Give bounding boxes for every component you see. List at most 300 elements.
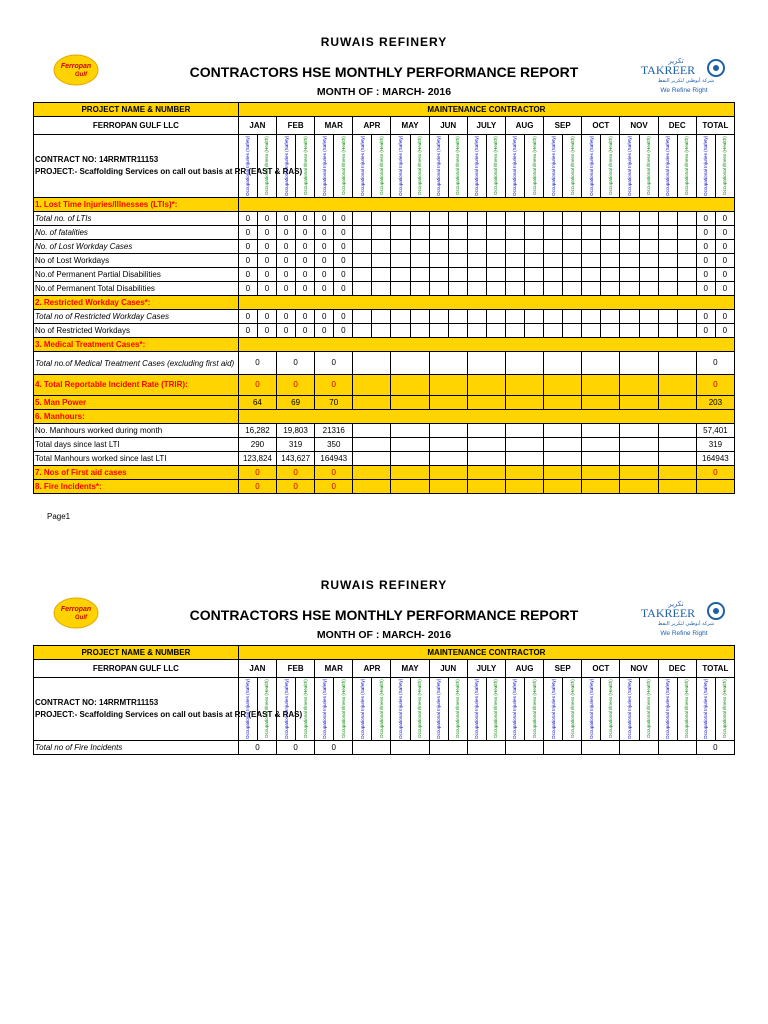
cell-value xyxy=(448,282,467,296)
cell-value: 0 xyxy=(277,324,296,338)
subheader-health: Occupational Illness (Health) xyxy=(677,678,696,741)
cell-value: 0 xyxy=(277,375,315,396)
svg-text:TAKREER: TAKREER xyxy=(640,606,696,620)
month-header: NOV xyxy=(620,660,658,678)
cell-value xyxy=(429,226,448,240)
cell-value xyxy=(544,452,582,466)
total-value: 164943 xyxy=(696,452,734,466)
cell-value xyxy=(429,268,448,282)
row-label: 3. Medical Treatment Cases*: xyxy=(34,338,239,352)
subheader-health: Occupational Illness (Health) xyxy=(448,135,467,198)
cell-value: 0 xyxy=(296,254,315,268)
cell-value xyxy=(486,268,505,282)
cell-value xyxy=(467,324,486,338)
table-row xyxy=(34,240,735,254)
table-row xyxy=(34,338,735,352)
month-header: AUG xyxy=(505,660,543,678)
cell-value xyxy=(563,212,582,226)
subheader-health: Occupational Illness (Health) xyxy=(601,678,620,741)
total-safety: 0 xyxy=(696,254,715,268)
row-label: Total no.of Medical Treatment Cases (excluding first aid) xyxy=(34,352,239,375)
month-header: FEB xyxy=(277,117,315,135)
cell-value xyxy=(467,310,486,324)
cell-value xyxy=(677,268,696,282)
cell-value xyxy=(353,240,372,254)
month-header: JAN xyxy=(238,660,276,678)
cell-value xyxy=(620,310,639,324)
cell-value xyxy=(639,268,658,282)
cell-value: 0 xyxy=(257,212,276,226)
subheader-health: Occupational Illness (Health) xyxy=(563,678,582,741)
svg-text:Gulf: Gulf xyxy=(75,72,87,78)
cell-value xyxy=(467,424,505,438)
cell-value: 0 xyxy=(296,324,315,338)
cell-value xyxy=(525,268,544,282)
cell-value xyxy=(677,212,696,226)
cell-value xyxy=(620,466,658,480)
total-value: 0 xyxy=(696,352,734,375)
cell-value xyxy=(391,226,410,240)
subheader-safety: Occupational Injuries (Safety) xyxy=(544,678,563,741)
total-safety: 0 xyxy=(696,324,715,338)
cell-value xyxy=(486,212,505,226)
cell-value xyxy=(544,254,563,268)
subheader-health: Occupational Illness (Health) xyxy=(410,678,429,741)
cell-value xyxy=(582,212,601,226)
cell-value xyxy=(677,254,696,268)
subheader-health: Occupational Illness (Health) xyxy=(334,135,353,198)
cell-value: 0 xyxy=(238,375,276,396)
cell-value xyxy=(391,268,410,282)
subheader-safety: Occupational Injuries (Safety) xyxy=(620,678,639,741)
cell-value xyxy=(353,254,372,268)
cell-value xyxy=(620,324,639,338)
table-row xyxy=(34,375,735,396)
month-header: MAY xyxy=(391,660,429,678)
cell-value xyxy=(582,396,620,410)
contractor-type-header: MAINTENANCE CONTRACTOR xyxy=(238,103,734,117)
cell-value xyxy=(582,310,601,324)
cell-value xyxy=(353,480,391,494)
contractor-name: FERROPAN GULF LLC xyxy=(34,660,239,678)
cell-value xyxy=(353,352,391,375)
cell-value xyxy=(467,396,505,410)
row-label: No. Manhours worked during month xyxy=(34,424,239,438)
total-value: 0 xyxy=(696,375,734,396)
month-header: JAN xyxy=(238,117,276,135)
cell-value xyxy=(429,452,467,466)
cell-value: 0 xyxy=(277,741,315,755)
svg-text:Ferropan: Ferropan xyxy=(60,606,92,613)
contractor-name: FERROPAN GULF LLC xyxy=(34,117,239,135)
cell-value: 0 xyxy=(334,212,353,226)
cell-value xyxy=(467,226,486,240)
cell-value xyxy=(544,424,582,438)
cell-value xyxy=(620,268,639,282)
cell-value: 69 xyxy=(277,396,315,410)
row-label: 6. Manhours: xyxy=(34,410,239,424)
cell-value xyxy=(486,282,505,296)
total-health: 0 xyxy=(715,268,734,282)
cell-value xyxy=(620,212,639,226)
cell-value xyxy=(353,324,372,338)
contract-number: CONTRACT NO: 14RRMTR11153 xyxy=(35,698,159,707)
subheader-safety: Occupational Injuries (Safety) xyxy=(391,678,410,741)
cell-value xyxy=(429,240,448,254)
cell-value xyxy=(544,324,563,338)
months-row xyxy=(34,660,735,678)
cell-value xyxy=(505,424,543,438)
cell-value xyxy=(620,282,639,296)
cell-value: 0 xyxy=(238,352,276,375)
svg-text:تكرير: تكرير xyxy=(668,57,684,65)
cell-value: 21316 xyxy=(315,424,353,438)
cell-value xyxy=(486,324,505,338)
total-value: 57,401 xyxy=(696,424,734,438)
contract-project: PROJECT:- Scaffolding Services on call out basis at RR (EAST & RAS) xyxy=(35,710,303,719)
cell-value xyxy=(505,438,543,452)
cell-value xyxy=(353,741,391,755)
cell-value xyxy=(410,268,429,282)
cell-value xyxy=(639,324,658,338)
cell-value xyxy=(677,324,696,338)
cell-value xyxy=(582,466,620,480)
subheader-safety: Occupational Injuries (Safety) xyxy=(315,135,334,198)
month-header: JULY xyxy=(467,117,505,135)
cell-value xyxy=(429,480,467,494)
cell-value xyxy=(353,212,372,226)
cell-value xyxy=(658,396,696,410)
cell-value xyxy=(658,212,677,226)
cell-value xyxy=(391,310,410,324)
row-label: 5. Man Power xyxy=(34,396,239,410)
cell-value xyxy=(601,254,620,268)
subheader-safety: Occupational Injuries (Safety) xyxy=(429,678,448,741)
header-row xyxy=(34,646,735,660)
cell-value xyxy=(525,282,544,296)
cell-value xyxy=(372,226,391,240)
cell-value xyxy=(467,254,486,268)
total-value: 203 xyxy=(696,396,734,410)
cell-value xyxy=(372,240,391,254)
subheader-safety: Occupational Injuries (Safety) xyxy=(277,135,296,198)
cell-value xyxy=(505,452,543,466)
table-row xyxy=(34,296,735,310)
cell-value: 0 xyxy=(277,254,296,268)
subheader-health: Occupational Illness (Health) xyxy=(601,135,620,198)
cell-value xyxy=(563,226,582,240)
cell-value xyxy=(525,254,544,268)
cell-value xyxy=(544,466,582,480)
cell-value: 123,824 xyxy=(238,452,276,466)
total-safety: 0 xyxy=(696,282,715,296)
cell-value xyxy=(391,480,429,494)
subheader-safety: Occupational Injuries (Safety) xyxy=(238,678,257,741)
svg-text:Ferropan: Ferropan xyxy=(60,63,92,70)
cell-value xyxy=(620,438,658,452)
table-row xyxy=(34,452,735,466)
cell-value xyxy=(601,240,620,254)
cell-value xyxy=(639,282,658,296)
cell-value xyxy=(467,375,505,396)
refinery-title: RUWAIS REFINERY xyxy=(320,35,448,49)
table-row xyxy=(34,480,735,494)
cell-value xyxy=(658,424,696,438)
cell-value xyxy=(677,282,696,296)
cell-value xyxy=(639,212,658,226)
subheader-health: Occupational Illness (Health) xyxy=(296,135,315,198)
cell-value xyxy=(505,282,524,296)
cell-value: 0 xyxy=(277,310,296,324)
cell-value: 0 xyxy=(334,240,353,254)
header-row xyxy=(34,103,735,117)
cell-value: 0 xyxy=(334,310,353,324)
cell-value: 350 xyxy=(315,438,353,452)
cell-value xyxy=(544,352,582,375)
row-label: Total no of Fire Incidents xyxy=(34,741,239,755)
subheader-safety: Occupational Injuries (Safety) xyxy=(391,135,410,198)
subheader-safety: Occupational Injuries (Safety) xyxy=(467,678,486,741)
subheader-health: Occupational Illness (Health) xyxy=(715,678,734,741)
row-label: 2. Restricted Workday Cases*: xyxy=(34,296,239,310)
cell-value: 0 xyxy=(257,310,276,324)
cell-value xyxy=(467,452,505,466)
cell-value xyxy=(391,212,410,226)
subheader-health: Occupational Illness (Health) xyxy=(525,135,544,198)
cell-value xyxy=(429,324,448,338)
row-label: 1. Lost Time Injuries/Illnesses (LTIs)*: xyxy=(34,198,239,212)
cell-value xyxy=(620,424,658,438)
cell-value xyxy=(505,396,543,410)
table-row xyxy=(34,212,735,226)
cell-value xyxy=(505,466,543,480)
cell-value xyxy=(429,466,467,480)
subheader-safety: Occupational Injuries (Safety) xyxy=(582,678,601,741)
cell-value: 0 xyxy=(277,282,296,296)
cell-value xyxy=(658,480,696,494)
cell-value xyxy=(391,240,410,254)
total-health: 0 xyxy=(715,240,734,254)
subheader-safety: Occupational Injuries (Safety) xyxy=(467,135,486,198)
cell-value xyxy=(582,741,620,755)
cell-value xyxy=(582,254,601,268)
report-title: CONTRACTORS HSE MONTHLY PERFORMANCE REPORT xyxy=(189,64,579,80)
cell-value xyxy=(658,741,696,755)
cell-value xyxy=(505,310,524,324)
month-header: APR xyxy=(353,117,391,135)
page-label: Page1 xyxy=(47,512,71,521)
cell-value: 19,803 xyxy=(277,424,315,438)
month-header: TOTAL xyxy=(696,117,734,135)
cell-value: 0 xyxy=(334,282,353,296)
cell-value xyxy=(582,226,601,240)
cell-value xyxy=(525,212,544,226)
cell-value: 0 xyxy=(238,480,276,494)
cell-value xyxy=(582,352,620,375)
cell-value xyxy=(582,375,620,396)
table-row xyxy=(34,268,735,282)
month-label: MONTH OF : MARCH- 2016 xyxy=(316,86,452,98)
cell-value xyxy=(429,352,467,375)
cell-value xyxy=(353,226,372,240)
cell-value xyxy=(639,254,658,268)
cell-value: 164943 xyxy=(315,452,353,466)
cell-value xyxy=(620,254,639,268)
month-header: FEB xyxy=(277,660,315,678)
contract-row xyxy=(34,678,735,741)
cell-value xyxy=(544,282,563,296)
cell-value xyxy=(544,741,582,755)
subheader-health: Occupational Illness (Health) xyxy=(372,678,391,741)
cell-value xyxy=(639,240,658,254)
cell-value xyxy=(429,741,467,755)
cell-value: 0 xyxy=(296,240,315,254)
table-row xyxy=(34,466,735,480)
cell-value: 0 xyxy=(257,254,276,268)
cell-value xyxy=(525,226,544,240)
cell-value: 0 xyxy=(277,212,296,226)
total-value xyxy=(696,480,734,494)
cell-value xyxy=(582,282,601,296)
cell-value: 0 xyxy=(257,226,276,240)
subheader-health: Occupational Illness (Health) xyxy=(372,135,391,198)
cell-value xyxy=(582,324,601,338)
cell-value xyxy=(353,466,391,480)
project-name-header: PROJECT NAME & NUMBER xyxy=(34,103,239,117)
cell-value xyxy=(410,324,429,338)
month-header: APR xyxy=(353,660,391,678)
subheader-health: Occupational Illness (Health) xyxy=(410,135,429,198)
cell-value xyxy=(658,240,677,254)
cell-value xyxy=(391,741,429,755)
cell-value: 0 xyxy=(334,268,353,282)
cell-value xyxy=(353,396,391,410)
cell-value xyxy=(505,324,524,338)
cell-value xyxy=(410,282,429,296)
cell-value xyxy=(505,375,543,396)
cell-value xyxy=(372,310,391,324)
cell-value xyxy=(429,424,467,438)
cell-value xyxy=(544,375,582,396)
cell-value xyxy=(544,240,563,254)
row-label: No.of Permanent Partial Disabilities xyxy=(34,268,239,282)
cell-value: 0 xyxy=(315,282,334,296)
subheader-safety: Occupational Injuries (Safety) xyxy=(505,678,524,741)
row-label: Total days since last LTI xyxy=(34,438,239,452)
cell-value: 0 xyxy=(257,240,276,254)
cell-value: 16,282 xyxy=(238,424,276,438)
total-health: 0 xyxy=(715,226,734,240)
subheader-safety: Occupational Injuries (Safety) xyxy=(429,135,448,198)
table-row xyxy=(34,198,735,212)
cell-value xyxy=(429,438,467,452)
report-page-2 xyxy=(0,543,768,803)
total-health: 0 xyxy=(715,282,734,296)
subheader-safety: Occupational Injuries (Safety) xyxy=(696,678,715,741)
cell-value xyxy=(486,226,505,240)
cell-value xyxy=(601,212,620,226)
cell-value xyxy=(677,240,696,254)
cell-value xyxy=(448,212,467,226)
cell-value: 0 xyxy=(277,268,296,282)
cell-value xyxy=(639,310,658,324)
cell-value: 0 xyxy=(315,466,353,480)
cell-value: 0 xyxy=(238,310,257,324)
cell-value: 0 xyxy=(334,324,353,338)
cell-value xyxy=(429,212,448,226)
cell-value: 0 xyxy=(296,212,315,226)
cell-value xyxy=(658,226,677,240)
cell-value xyxy=(620,240,639,254)
cell-value xyxy=(467,352,505,375)
subheader-safety: Occupational Injuries (Safety) xyxy=(238,135,257,198)
cell-value: 0 xyxy=(238,240,257,254)
cell-value xyxy=(658,352,696,375)
cell-value: 70 xyxy=(315,396,353,410)
cell-value: 0 xyxy=(238,226,257,240)
month-header: DEC xyxy=(658,660,696,678)
table-row xyxy=(34,324,735,338)
cell-value xyxy=(505,212,524,226)
cell-value xyxy=(620,741,658,755)
cell-value xyxy=(372,282,391,296)
cell-value xyxy=(658,324,677,338)
cell-value: 0 xyxy=(315,254,334,268)
cell-value xyxy=(429,282,448,296)
contractor-type-header: MAINTENANCE CONTRACTOR xyxy=(238,646,734,660)
cell-value xyxy=(448,226,467,240)
refinery-title: RUWAIS REFINERY xyxy=(320,578,448,592)
cell-value: 0 xyxy=(315,741,353,755)
month-header: JUN xyxy=(429,660,467,678)
cell-value: 0 xyxy=(277,240,296,254)
total-value: 0 xyxy=(696,466,734,480)
table-row xyxy=(34,352,735,375)
cell-value xyxy=(448,268,467,282)
cell-value xyxy=(486,254,505,268)
cell-value xyxy=(658,452,696,466)
cell-value xyxy=(391,466,429,480)
takreer-logo xyxy=(638,55,734,95)
cell-value xyxy=(505,268,524,282)
cell-value xyxy=(563,240,582,254)
total-safety: 0 xyxy=(696,240,715,254)
row-label: Total no. of LTIs xyxy=(34,212,239,226)
cell-value xyxy=(353,452,391,466)
cell-value xyxy=(658,375,696,396)
row-label: Total no of Restricted Workday Cases xyxy=(34,310,239,324)
cell-value: 143,627 xyxy=(277,452,315,466)
cell-value xyxy=(391,352,429,375)
cell-value xyxy=(467,212,486,226)
cell-value: 0 xyxy=(257,324,276,338)
cell-value: 0 xyxy=(315,226,334,240)
cell-value xyxy=(582,452,620,466)
cell-value xyxy=(353,438,391,452)
cell-value xyxy=(448,240,467,254)
cell-value xyxy=(410,240,429,254)
month-header: JULY xyxy=(467,660,505,678)
table-row xyxy=(34,310,735,324)
cell-value: 290 xyxy=(238,438,276,452)
cell-value: 0 xyxy=(296,282,315,296)
cell-value xyxy=(658,466,696,480)
cell-value: 0 xyxy=(238,268,257,282)
cell-value xyxy=(582,480,620,494)
cell-value: 0 xyxy=(315,310,334,324)
cell-value xyxy=(525,324,544,338)
contract-project: PROJECT:- Scaffolding Services on call out basis at RR (EAST & RAS) xyxy=(35,167,303,176)
